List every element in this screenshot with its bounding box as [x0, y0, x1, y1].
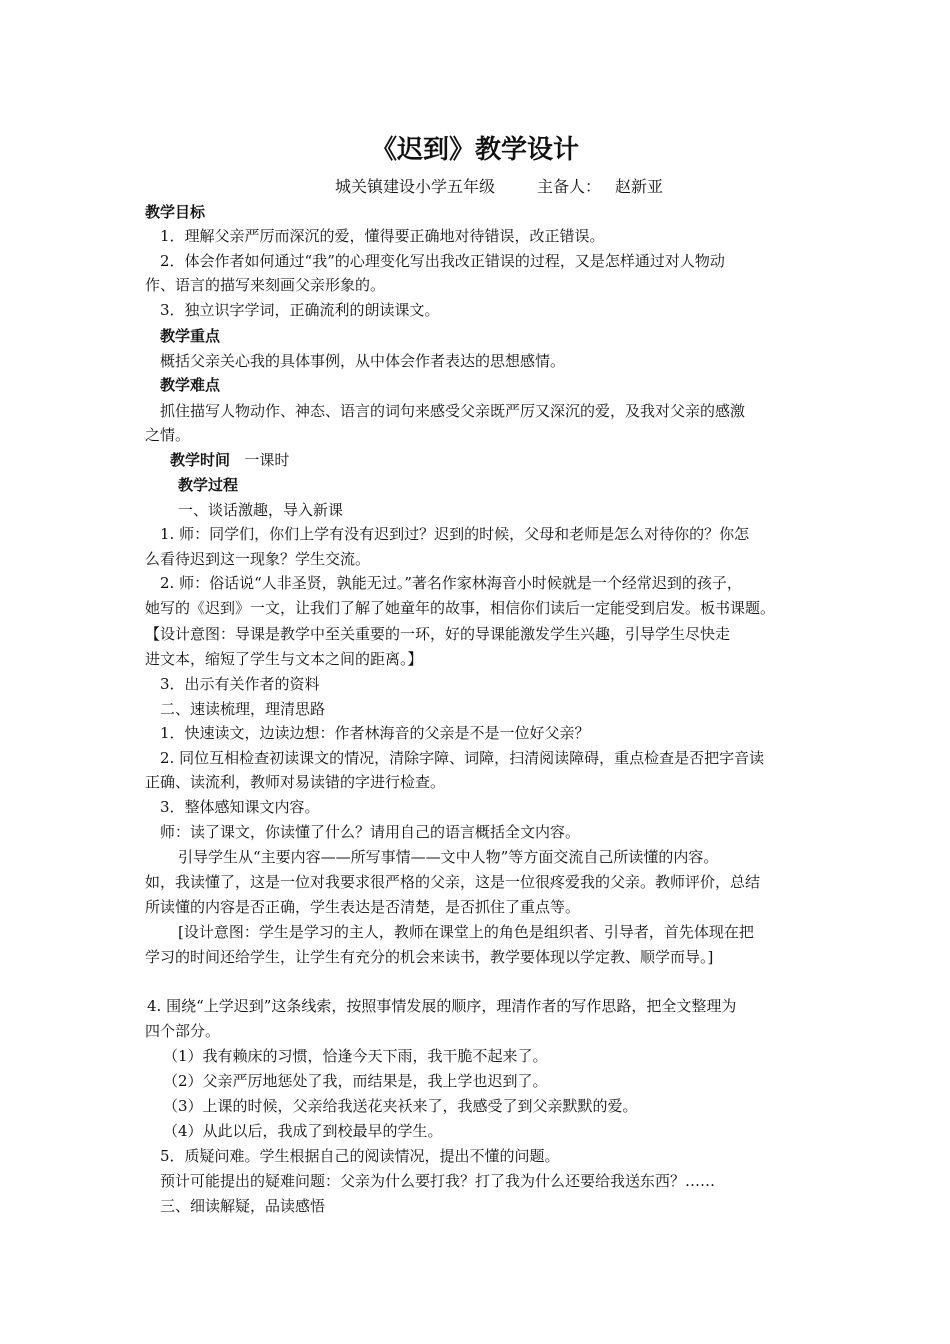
text-line: 1．理解父亲严厉而深沉的爱，懂得要正确地对待错误，改正错误。 — [160, 227, 605, 245]
text-line: 么看待迟到这一现象？学生交流。 — [145, 550, 371, 568]
text-line: 抓住描写人物动作、神态、语言的词句来感受父亲既严厉又深沉的爱，及我对父亲的感激 — [160, 402, 746, 420]
list-item: （1）我有赖床的习惯，恰逢今天下雨，我干脆不起来了。 — [163, 1047, 548, 1065]
text-line: 预计可能提出的疑难问题：父亲为什么要打我？打了我为什么还要给我送东西？…… — [160, 1172, 716, 1190]
text-line: 1．快速读文，边读边想：作者林海音的父亲是不是一位好父亲？ — [160, 724, 590, 742]
time-value: 一课时 — [244, 451, 290, 469]
text-line: 正确、读流利，教师对易读错的字进行检查。 — [145, 773, 446, 791]
text-line: 2. 同位互相检查初读课文的情况，清除字障、词障，扫清阅读障碍，重点检查是否把字音读 — [160, 749, 765, 767]
heading-time: 教学时间 — [170, 451, 231, 469]
document-title: 《迟到》教学设计 — [370, 135, 579, 165]
text-line: 3．独立识字学词，正确流利的朗读课文。 — [160, 301, 440, 319]
section-heading: 二、速读梳理，理清思路 — [160, 700, 326, 718]
text-line: 1. 师：同学们，你们上学有没有迟到过？迟到的时候，父母和老师是怎么对待你的？你怎 — [160, 525, 750, 543]
text-line: 2. 师：俗话说“人非圣贤，孰能无过。”著名作家林海音小时候就是一个经常迟到的孩子， — [160, 574, 742, 592]
heading-difficulties: 教学难点 — [160, 376, 221, 394]
teaching-time — [170, 448, 835, 472]
text-line: 5．质疑问难。学生根据自己的阅读情况，提出不懂的问题。 — [160, 1147, 560, 1165]
text-line: 概括父亲关心我的具体事例，从中体会作者表达的思想感情。 — [160, 352, 566, 370]
design-intent-note: 【设计意图：导课是教学中至关重要的一环，好的导课能激发学生兴趣，引导学生尽快走 — [145, 625, 731, 643]
design-intent-note: 学习的时间还给学生，让学生有充分的机会来读书，教学要体现以学定教、顺学而导。] — [145, 948, 714, 966]
text-line: 3．整体感知课文内容。 — [160, 798, 320, 816]
section-heading: 一、谈话激趣，导入新课 — [178, 501, 344, 519]
text-line: 引导学生从“主要内容——所写事情——文中人物”等方面交流自己所读懂的内容。 — [178, 848, 719, 866]
text-line: 作、语言的描写来刻画父亲形象的。 — [145, 276, 386, 294]
heading-process: 教学过程 — [178, 476, 239, 494]
list-item: （4）从此以后，我成了到校最早的学生。 — [163, 1122, 443, 1140]
design-intent-note: 进文本，缩短了学生与文本之间的距离。】 — [145, 650, 423, 668]
text-line: 如，我读懂了，这是一位对我要求很严格的父亲，这是一位很疼爱我的父亲。教师评价，总结 — [145, 873, 761, 891]
list-item: （2）父亲严厉地惩处了我，而结果是，我上学也迟到了。 — [163, 1072, 548, 1090]
school-label: 城关镇建设小学五年级 — [335, 177, 496, 196]
design-intent-note: [设计意图：学生是学习的主人，教师在课堂上的角色是组织者、引导者，首先体现在把 — [178, 923, 754, 941]
preparer-label: 主备人： — [537, 177, 602, 196]
heading-key-points: 教学重点 — [160, 327, 221, 345]
text-line: 师：读了课文，你读懂了什么？请用自己的语言概括全文内容。 — [160, 823, 581, 841]
text-line: 之情。 — [145, 426, 191, 444]
document-byline — [335, 176, 663, 198]
text-line: 4. 围绕“上学迟到”这条线索，按照事情发展的顺序，理清作者的写作思路，把全文整理为 — [147, 997, 737, 1015]
preparer-name: 赵新亚 — [615, 177, 664, 196]
list-item: （3）上课的时候，父亲给我送花夹袄来了，我感受了到父亲默默的爱。 — [163, 1097, 638, 1115]
text-line: 3．出示有关作者的资料 — [160, 675, 320, 693]
section-heading: 三、细读解疑，品读感悟 — [160, 1197, 326, 1215]
text-line: 2．体会作者如何通过“我”的心理变化写出我改正错误的过程，又是怎样通过对人物动 — [160, 252, 725, 270]
heading-objectives: 教学目标 — [145, 203, 206, 221]
text-line: 所读懂的内容是否正确，学生表达是否清楚，是否抓住了重点等。 — [145, 898, 581, 916]
text-line: 她写的《迟到》一文，让我们了解了她童年的故事，相信你们读后一定能受到启发。板书课题。 — [145, 599, 776, 617]
text-line: 四个部分。 — [145, 1022, 221, 1040]
